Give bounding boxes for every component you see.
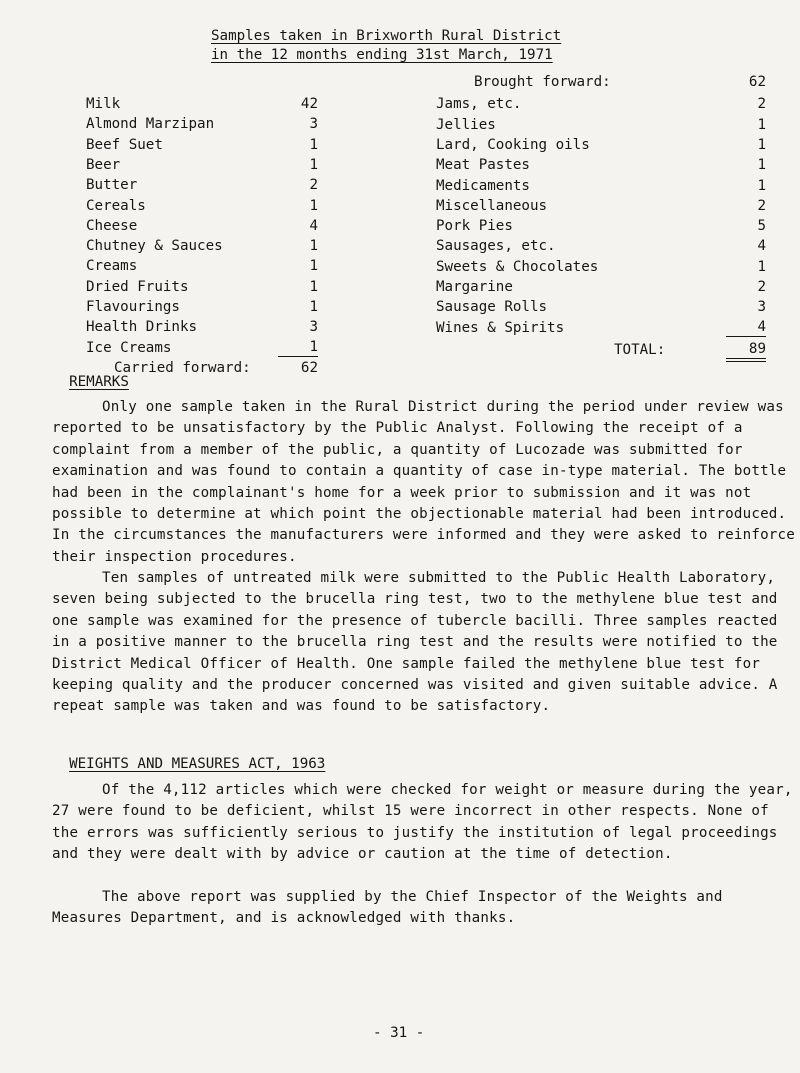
right-table-row-value: 1 <box>757 177 766 194</box>
left-table-row-label: Flavourings <box>86 299 180 315</box>
right-table-row-value: 4 <box>757 238 766 255</box>
left-table-row-value: 1 <box>309 156 318 173</box>
right-table-row-label: Sausages, etc. <box>436 238 556 255</box>
left-table-row-label: Cereals <box>86 197 146 214</box>
left-table-row-value: 2 <box>309 177 318 194</box>
total-row <box>436 340 776 361</box>
title-line-2: in the 12 months ending 31st March, 1971 <box>211 47 553 63</box>
samples-table-right <box>436 72 776 372</box>
left-table-row <box>86 236 326 257</box>
left-table-row <box>86 317 326 338</box>
carried-forward-row-label: Carried forward: <box>114 359 251 376</box>
left-table-row-value: 1 <box>309 258 318 275</box>
right-table-row-label: Medicaments <box>436 177 530 194</box>
left-table-row <box>86 114 326 135</box>
right-table-row-label: Miscellaneous <box>436 197 548 214</box>
weights-heading: WEIGHTS AND MEASURES ACT, 1963 <box>69 756 326 772</box>
remarks-heading: REMARKS <box>69 374 129 390</box>
right-table-row-value: 1 <box>757 116 766 133</box>
right-table-row <box>436 297 776 318</box>
weights-paragraph-1: Of the 4,112 articles which were checked for weight or measure during the year, 27 were found to be deficient, whilst 15 were incorrect in other respects. None of the errors was sufficiently serious to justify the institution of legal proceedings and they were dealt with by advice or caution at the time of detection. <box>52 782 793 863</box>
left-table-row <box>86 297 326 318</box>
right-table-row-value: 1 <box>757 258 766 275</box>
left-table-row-value: 42 <box>300 96 318 112</box>
carried-forward-row-value: 62 <box>300 359 318 376</box>
right-table-row-value: 1 <box>757 136 766 153</box>
total-row-label: TOTAL: <box>614 341 666 358</box>
samples-table-left <box>86 94 326 394</box>
left-table-row-value: 1 <box>278 338 318 357</box>
left-table-row-label: Almond Marzipan <box>86 116 215 133</box>
left-table-row <box>86 135 326 156</box>
left-table-row <box>86 175 326 196</box>
right-table-row-value: 2 <box>757 279 766 295</box>
left-table-row-label: Health Drinks <box>86 319 198 336</box>
left-table-row-label: Dried Fruits <box>86 278 189 295</box>
right-table-row-value: 5 <box>757 218 766 235</box>
right-table-row-label: Meat Pastes <box>436 157 530 174</box>
left-table-row-value: 1 <box>309 299 318 315</box>
right-table-row <box>436 135 776 156</box>
brought-forward-row-label: Brought forward: <box>474 74 611 90</box>
left-table-row-label: Creams <box>86 258 138 275</box>
left-table-row <box>86 94 326 115</box>
left-table-row <box>86 196 326 217</box>
left-table-row <box>86 155 326 176</box>
brought-forward-row-value: 62 <box>748 74 766 90</box>
right-table-row-value: 2 <box>757 197 766 214</box>
left-table-row-value: 3 <box>309 116 318 133</box>
right-table-row <box>436 176 776 197</box>
right-table-row-value: 2 <box>757 96 766 113</box>
left-table-row-label: Butter <box>86 177 138 194</box>
right-table-row-value: 1 <box>757 157 766 174</box>
right-table-row-label: Lard, Cooking oils <box>436 136 590 153</box>
left-table-row <box>86 277 326 298</box>
right-table-row <box>436 257 776 278</box>
left-table-row-value: 1 <box>309 238 318 255</box>
weights-paragraph-2: The above report was supplied by the Chief Inspector of the Weights and Measures Department, and is acknowledged with thanks. <box>52 889 723 927</box>
right-table-row <box>436 277 776 298</box>
right-table-row-value: 4 <box>726 318 766 337</box>
left-table-row <box>86 338 326 359</box>
left-table-row-value: 4 <box>309 217 318 234</box>
right-table-row <box>436 236 776 257</box>
right-table-row-label: Jams, etc. <box>436 96 522 113</box>
right-table-row-label: Jellies <box>436 116 496 133</box>
right-table-row <box>436 115 776 136</box>
title-line-1: Samples taken in Brixworth Rural District <box>211 28 562 44</box>
total-row-value: 89 <box>726 340 766 362</box>
right-table-row-value: 3 <box>757 299 766 316</box>
remarks-paragraph-2: Ten samples of untreated milk were submitted to the Public Health Laboratory, seven being subjected to the brucella ring test, two to the methylene blue test and one sample was examined for the presence of tubercle bacilli. Three samples reacted in a positive manner to the brucella ring test and the results were notified to the District Medical Officer of Health. One sample failed the methylene blue test for keeping quality and the producer concerned was visited and given suitable advice. A repeat sample was taken and was found to be satisfactory. <box>52 570 778 715</box>
left-table-row-label: Beer <box>86 156 121 173</box>
page-number: - 31 - <box>373 1025 425 1041</box>
left-table-row <box>86 216 326 237</box>
left-table-row-value: 1 <box>309 197 318 214</box>
left-table-row-label: Ice Creams <box>86 339 172 356</box>
left-table-row-value: 1 <box>309 136 318 153</box>
left-table-row-label: Milk <box>86 96 121 112</box>
brought-forward-row <box>436 72 776 93</box>
right-table-row-label: Pork Pies <box>436 218 513 235</box>
right-table-row <box>436 318 776 339</box>
left-table-row-label: Chutney & Sauces <box>86 238 223 255</box>
left-table-row-label: Beef Suet <box>86 136 163 153</box>
right-table-row <box>436 216 776 237</box>
left-table-row-value: 1 <box>309 278 318 295</box>
right-table-row <box>436 94 776 115</box>
right-table-row-label: Sweets & Chocolates <box>436 258 599 275</box>
right-table-row-label: Sausage Rolls <box>436 299 548 316</box>
remarks-paragraph-1: Only one sample taken in the Rural District during the period under review was reported to be unsatisfactory by the Public Analyst. Following the receipt of a complaint from a member of the public, a quantity of Lucozade was submitted for examination and was found to contain a quantity of case in-type material. The bottle had been in the complainant's home for a week prior to submission and it was not possible to determine at which point the objectionable material had been introduced. In the circumstances the manufacturers were informed and they were asked to reinforce their inspection procedures. <box>52 399 796 565</box>
right-table-row-label: Margarine <box>436 279 513 295</box>
right-table-row-label: Wines & Spirits <box>436 319 565 336</box>
left-table-row-value: 3 <box>309 319 318 336</box>
right-table-row <box>436 196 776 217</box>
left-table-row-label: Cheese <box>86 217 138 234</box>
left-table-row <box>86 256 326 277</box>
right-table-row <box>436 155 776 176</box>
